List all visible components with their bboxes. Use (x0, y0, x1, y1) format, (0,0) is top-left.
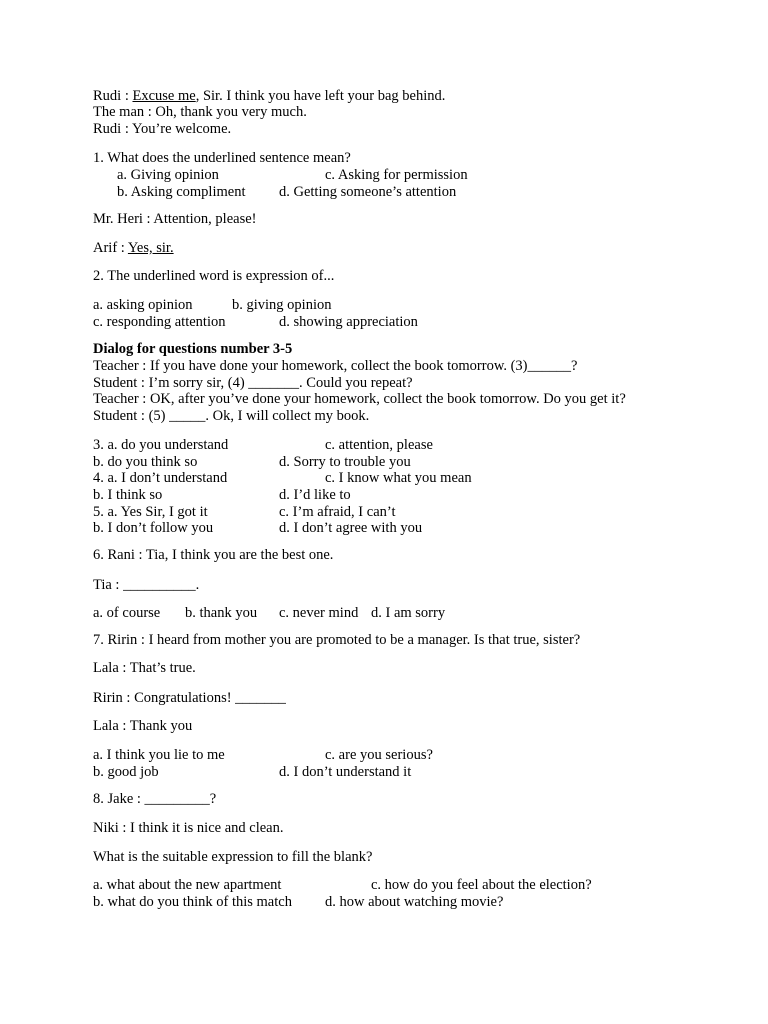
q7-dialog-ririn: Ririn : Congratulations! _______ (93, 690, 286, 706)
q2-option-d: d. showing appreciation (279, 314, 418, 330)
speaker-text: Rudi : (93, 88, 133, 104)
q8-question: What is the suitable expression to fill the blank? (93, 849, 373, 865)
q4-option-c: c. I know what you mean (325, 470, 472, 486)
q7-dialog-lala-2: Lala : Thank you (93, 718, 193, 734)
q5-option-b: b. I don’t follow you (93, 520, 214, 536)
dialog3-line-student-1: Student : I’m sorry sir, (4) _______. Could you repeat? (93, 375, 413, 391)
q5-option-c: c. I’m afraid, I can’t (279, 504, 396, 520)
q1-option-c: c. Asking for permission (325, 167, 468, 183)
q7-dialog-lala-1: Lala : That’s true. (93, 660, 196, 676)
q2-option-a: a. asking opinion (93, 297, 193, 313)
q4-option-b: b. I think so (93, 487, 163, 503)
q7-option-d: d. I don’t understand it (279, 764, 412, 780)
dialog3-line-teacher-1: Teacher : If you have done your homework, collect the book tomorrow. (3)______? (93, 358, 578, 374)
question-6: 6. Rani : Tia, I think you are the best one. (93, 547, 334, 563)
q6-option-b: b. thank you (185, 605, 258, 621)
q6-option-d: d. I am sorry (371, 605, 446, 621)
q2-option-c: c. responding attention (93, 314, 226, 330)
q3-option-b: b. do you think so (93, 454, 198, 470)
q5-option-d: d. I don’t agree with you (279, 520, 423, 536)
underlined-phrase: Yes, sir. (127, 240, 174, 256)
q8-dialog-niki: Niki : I think it is nice and clean. (93, 820, 284, 836)
q8-option-b: b. what do you think of this match (93, 894, 292, 910)
question-1: 1. What does the underlined sentence mean? (93, 150, 351, 166)
question-8: 8. Jake : _________? (93, 791, 217, 807)
q5-option-a: 5. a. Yes Sir, I got it (93, 504, 208, 520)
dialog1-line-rudi (93, 88, 445, 105)
question-7: 7. Ririn : I heard from mother you are promoted to be a manager. Is that true, sister? (93, 632, 581, 648)
dialog2-line-heri: Mr. Heri : Attention, please! (93, 211, 257, 227)
dialog1-line-man: The man : Oh, thank you very much. (93, 104, 307, 120)
q1-option-b: b. Asking compliment (117, 184, 246, 200)
dialog1-line-rudi-2: Rudi : You’re welcome. (93, 121, 232, 137)
q7-option-b: b. good job (93, 764, 159, 780)
dialog2-line-arif (93, 240, 174, 257)
dialog3-line-student-2: Student : (5) _____. Ok, I will collect my book. (93, 408, 370, 424)
q8-option-c: c. how do you feel about the election? (371, 877, 592, 893)
q6-option-c: c. never mind (279, 605, 359, 621)
underlined-phrase: Excuse me (132, 88, 196, 104)
q4-option-d: d. I’d like to (279, 487, 351, 503)
q2-option-b: b. giving opinion (232, 297, 332, 313)
dialog3-line-teacher-2: Teacher : OK, after you’ve done your homework, collect the book tomorrow. Do you get it? (93, 391, 626, 407)
q6-dialog-tia: Tia : __________. (93, 577, 200, 593)
speaker-text: Arif : (93, 240, 128, 256)
q8-option-a: a. what about the new apartment (93, 877, 282, 893)
question-2: 2. The underlined word is expression of... (93, 268, 335, 284)
q4-option-a: 4. a. I don’t understand (93, 470, 228, 486)
q1-option-a: a. Giving opinion (117, 167, 219, 183)
q8-option-d: d. how about watching movie? (325, 894, 504, 910)
q6-option-a: a. of course (93, 605, 161, 621)
dialog-text: , Sir. I think you have left your bag behind. (195, 88, 446, 104)
q3-option-a: 3. a. do you understand (93, 437, 229, 453)
dialog3-heading: Dialog for questions number 3-5 (93, 341, 293, 357)
q1-option-d: d. Getting someone’s attention (279, 184, 457, 200)
q3-option-c: c. attention, please (325, 437, 433, 453)
q7-option-c: c. are you serious? (325, 747, 433, 763)
q3-option-d: d. Sorry to trouble you (279, 454, 411, 470)
q7-option-a: a. I think you lie to me (93, 747, 225, 763)
